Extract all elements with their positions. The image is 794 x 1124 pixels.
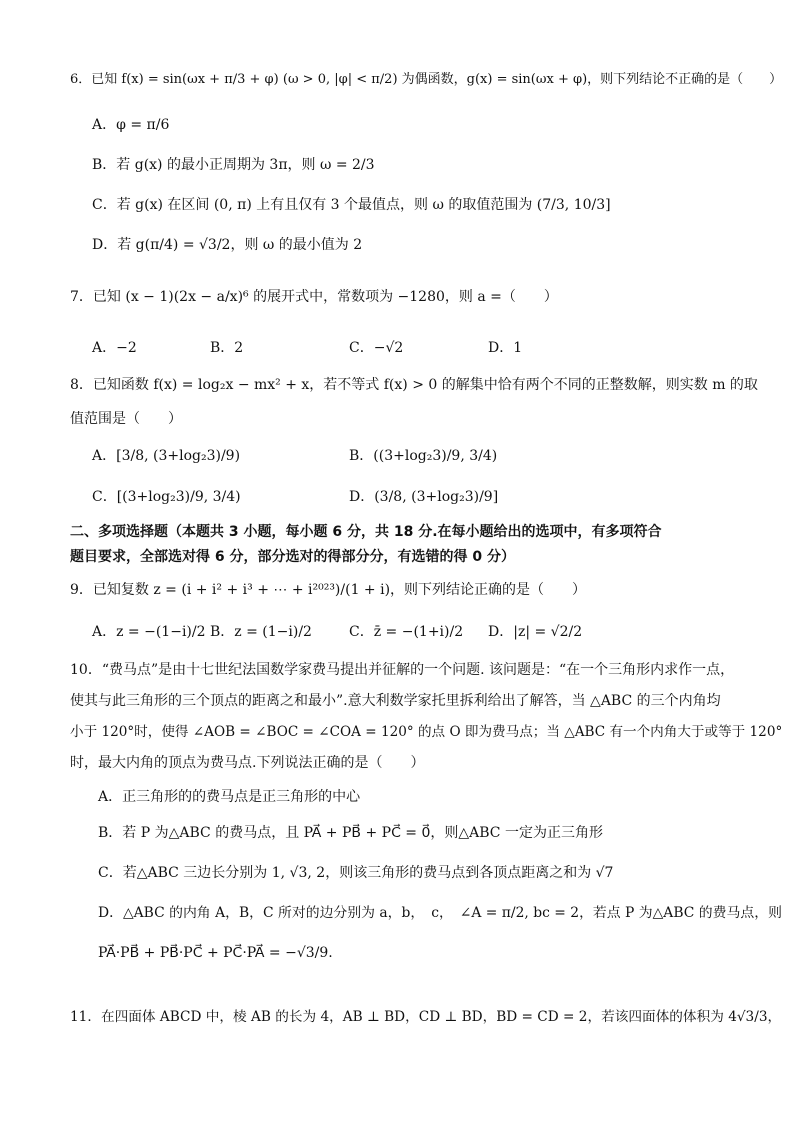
q7-option-b: B．2 xyxy=(210,340,244,356)
q6-option-c: C．若 g(x) 在区间 (0, π) 上有且仅有 3 个最值点，则 ω 的取值范围为 (7/3, 10/3] xyxy=(92,197,611,213)
q9-option-a: A．z = −(1−i)/2 xyxy=(92,624,206,640)
q7-option-a: A．−2 xyxy=(92,340,137,356)
q10-line1: 10．“费马点”是由十七世纪法国数学家费马提出并征解的一个问题. 该问题是：“在一个三角形内求作一点， xyxy=(70,662,735,678)
q10-option-d-line2: PA⃗·PB⃗ + PB⃗·PC⃗ + PC⃗·PA⃗ = −√3/9. xyxy=(98,945,333,961)
q8-option-c: C．[(3+log₂3)/9, 3/4) xyxy=(92,489,241,505)
q6-option-a: A．φ = π/6 xyxy=(92,117,170,133)
q7-option-d: D．1 xyxy=(488,340,523,356)
q10-option-d-line1: D．△ABC 的内角 A，B，C 所对的边分别为 a，b， c， ∠A = π/2, bc = 2，若点 P 为△ABC 的费马点，则 xyxy=(98,905,782,921)
q8-option-d: D．(3/8, (3+log₂3)/9] xyxy=(349,489,499,505)
q9-stem: 9．已知复数 z = (i + i² + i³ + ⋯ + i²⁰²³)/(1 + i)，则下列结论正确的是（ ） xyxy=(70,582,587,598)
q9-option-d: D．|z| = √2/2 xyxy=(488,624,583,640)
q10-option-a: A．正三角形的的费马点是正三角形的中心 xyxy=(98,789,361,805)
q6-option-b: B．若 g(x) 的最小正周期为 3π，则 ω = 2/3 xyxy=(92,157,375,173)
q11-stem: 11．在四面体 ABCD 中，棱 AB 的长为 4，AB ⊥ BD，CD ⊥ BD，BD = CD = 2，若该四面体的体积为 4√3/3， xyxy=(70,1009,782,1025)
q8-option-b: B．((3+log₂3)/9, 3/4) xyxy=(349,448,498,464)
q6-option-d: D．若 g(π/4) = √3/2，则 ω 的最小值为 2 xyxy=(92,237,363,253)
q8-option-a: A．[3/8, (3+log₂3)/9) xyxy=(92,448,241,464)
q7-stem: 7．已知 (x − 1)(2x − a/x)⁶ 的展开式中，常数项为 −1280，则 a =（ ） xyxy=(70,289,558,305)
q10-line4: 时，最大内角的顶点为费马点.下列说法正确的是（ ） xyxy=(70,755,425,771)
q8-stem-line2: 值范围是（ ） xyxy=(70,411,182,427)
q9-option-b: B．z = (1−i)/2 xyxy=(210,624,312,640)
q10-option-c: C．若△ABC 三边长分别为 1, √3, 2，则该三角形的费马点到各顶点距离之和为 √7 xyxy=(98,865,614,881)
q9-option-c: C．z̄ = −(1+i)/2 xyxy=(349,624,464,640)
q6-stem: 6．已知 f(x) = sin(ωx + π/3 + φ) (ω > 0, |φ| < π/2) 为偶函数，g(x) = sin(ωx + φ)，则下列结论不正确的是（ ） xyxy=(70,72,783,87)
q7-option-c: C．−√2 xyxy=(349,340,404,356)
q10-line2: 使其与此三角形的三个顶点的距离之和最小”.意大利数学家托里拆利给出了解答，当 △ABC 的三个内角均 xyxy=(70,693,721,709)
section-2-heading-line2: 题目要求，全部选对得 6 分，部分选对的得部分分，有选错的得 0 分） xyxy=(70,549,515,565)
q10-line3: 小于 120°时，使得 ∠AOB = ∠BOC = ∠COA = 120° 的点 O 即为费马点；当 △ABC 有一个内角大于或等于 120° xyxy=(70,724,783,740)
section-2-heading-line1: 二、多项选择题（本题共 3 小题，每小题 6 分，共 18 分.在每小题给出的选项中，有多项符合 xyxy=(70,524,662,540)
q10-option-b: B．若 P 为△ABC 的费马点，且 PA⃗ + PB⃗ + PC⃗ = 0⃗，则△ABC 一定为正三角形 xyxy=(98,825,603,841)
q8-stem-line1: 8．已知函数 f(x) = log₂x − mx² + x，若不等式 f(x) > 0 的解集中恰有两个不同的正整数解，则实数 m 的取 xyxy=(70,377,758,393)
